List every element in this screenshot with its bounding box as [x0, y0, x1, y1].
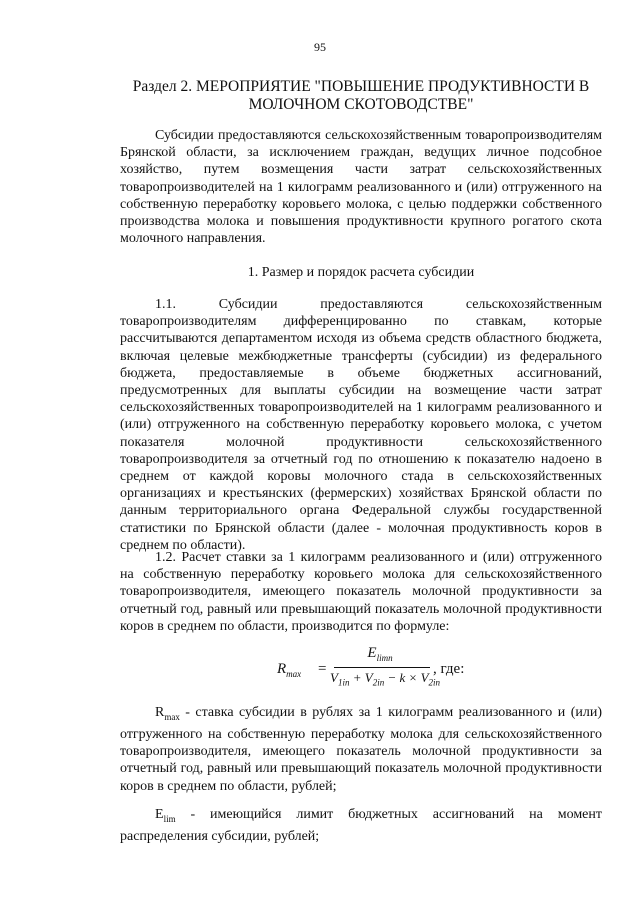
definition-rmax — [120, 704, 602, 795]
formula-lhs: $R_{max}$ — [277, 661, 302, 679]
page-number: 95 — [314, 40, 326, 54]
formula-denominator: $V_{1in} + V_{2in} - k \times V_{2in}$ — [330, 670, 441, 688]
paragraph-1-1: 1.1. Субсидии предоставляются сельскохозяйственным товаропроизводителям дифференцированно по ставкам, которые рассчитываются департаментом исходя из объема средств областного бюджета, включая целевые межбюджетные трансферты (субсидии) из федерального бюджета, предоставляемые в объеме бюджетных ассигнований, предусмотренных для выплаты субсидии на возмещение части затрат сельскохозяйственных товаропроизводителей на 1 килограмм реализованного и (или) отгруженного на собственную переработку коровьего молока, с учетом показателя молочной продуктивности сельскохозяйственного товаропроизводителя за отчетный год по отношению к показателю надоено в среднем от каждой коровы молочного стада в сельскохозяйственных организациях и крестьянских (фермерских) хозяйствах Брянской области по данным территориального органа Федеральной службы государственной статистики по Брянской области (далее - молочная продуктивность коров в среднем по области). — [120, 297, 602, 553]
formula-where: , где: — [433, 661, 465, 677]
definition-rmax-symbol: $R_{max}$ — [155, 705, 180, 722]
formula-equals: = — [318, 661, 327, 677]
formula-fraction-bar — [334, 667, 430, 668]
section-title-line-2: МОЛОЧНОМ СКОТОВОДСТВЕ" — [248, 96, 474, 113]
formula-rmax — [0, 645, 640, 691]
formula-numerator: $E_{limn}$ — [367, 645, 393, 663]
subsection-heading: 1. Размер и порядок расчета субсидии — [247, 265, 475, 280]
definition-elim-text: - имеющийся лимит бюджетных ассигнований на момент распределения субсидии, рублей; — [120, 807, 602, 844]
intro-paragraph: Субсидии предоставляются сельскохозяйственным товаропроизводителям Брянской области, за исключением граждан, ведущих личное подсобное хозяйство, путем возмещения части затрат сельскохозяйственных товаропроизводителей на 1 килограмм реализованного и (или) отгруженного на собственную переработку коровьего молока, с целью поддержки собственного производства молока и повышения продуктивности крупного рогатого скота молочного направления. — [120, 128, 602, 247]
definition-elim-symbol: $E_{lim}$ — [155, 807, 176, 824]
definition-elim — [120, 806, 602, 845]
section-title — [120, 78, 602, 114]
definition-rmax-text: - ставка субсидии в рублях за 1 килограмм реализованного и (или) отгруженного на собственную переработку молока для сельскохозяйственного товаропроизводителя, имеющего показатель молочной продуктивности за отчетный год, равный или превышающий показатель молочной продуктивности коров в среднем по области, рублей; — [120, 705, 602, 794]
paragraph-1-2: 1.2. Расчет ставки за 1 килограмм реализованного и (или) отгруженного на собственную переработку коровьего молока для сельскохозяйственного товаропроизводителя, имеющего показатель молочной продуктивности за отчетный год, равный или превышающий показатель молочной продуктивности коров в среднем по области, производится по формуле: — [120, 550, 602, 634]
section-title-line-1: Раздел 2. МЕРОПРИЯТИЕ "ПОВЫШЕНИЕ ПРОДУКТИВНОСТИ В — [132, 78, 590, 95]
